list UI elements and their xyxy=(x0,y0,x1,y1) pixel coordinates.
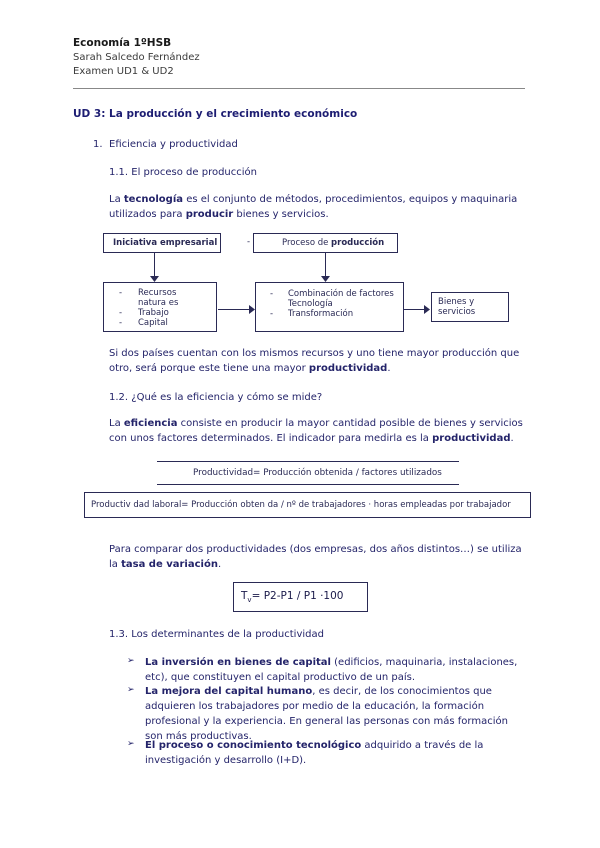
section-title: Eficiencia y productividad xyxy=(109,139,238,150)
process-item: Transformación xyxy=(288,309,354,319)
subsection-1-1-title: 1.1. El proceso de producción xyxy=(109,167,258,178)
subsection-1-2-title: 1.2. ¿Qué es la eficiencia y cómo se mide? xyxy=(109,392,323,403)
box-proceso: Proceso de producción xyxy=(253,233,398,253)
paragraph-tecnologia-line1: La tecnología es el conjunto de métodos, procedimientos, equipos y maquinaria xyxy=(109,194,518,205)
box-bienes xyxy=(431,292,509,322)
formula-tasa-variacion-box xyxy=(233,582,368,612)
bullet-humano-line3: profesional y la experiencia. En general las personas con más formación xyxy=(145,716,508,727)
arrow-right-2 xyxy=(404,309,426,310)
process-item: Tecnología xyxy=(288,299,333,309)
arrow-bullet-icon: ➢ xyxy=(127,739,135,749)
output-item: servicios xyxy=(438,307,476,317)
paragraph-eficiencia-line1: La eficiencia consiste en producir la mayor cantidad posible de bienes y servicios xyxy=(109,418,523,429)
section-number: 1. xyxy=(93,139,103,150)
unit-title: UD 3: La producción y el crecimiento económico xyxy=(73,108,358,120)
resource-item: Capital xyxy=(138,318,168,328)
box-iniciativa: Iniciativa empresarial xyxy=(103,233,221,253)
subsection-1-3-title: 1.3. Los determinantes de la productividad xyxy=(109,629,324,640)
header-divider xyxy=(73,88,525,89)
bullet-capital-line2: etc), que constituyen el capital productivo de un país. xyxy=(145,672,416,683)
bullet-capital-line1: La inversión en bienes de capital (edificios, maquinaria, instalaciones, xyxy=(145,657,518,668)
resource-item: Recursos xyxy=(138,288,177,298)
box-proceso-detalle: - Combinación de factores Tecnología - Transformación xyxy=(255,282,404,332)
paragraph-eficiencia-line2: con unos factores determinados. El indicador para medirla es la productividad. xyxy=(109,433,514,444)
resource-item: Trabajo xyxy=(138,308,169,318)
bullet-tecnologico-line1: El proceso o conocimiento tecnológico adquirido a través de la xyxy=(145,740,484,751)
formula-tasa-variacion: $T_v= P2-P1 / P1 \cdot 100$ xyxy=(241,590,344,605)
doc-author: Sarah Salcedo Fernández xyxy=(73,52,200,63)
arrow-right-1 xyxy=(218,309,251,310)
bullet-humano-line2: adquieren los trabajadores por medio de la educación, la formación xyxy=(145,701,485,712)
formula1-bottom-rule xyxy=(157,484,459,485)
paragraph-productividad-line2: otro, será porque este tiene una mayor productividad. xyxy=(109,363,391,374)
doc-subject: Economía 1ºHSB xyxy=(73,37,172,49)
paragraph-tecnologia-line2: utilizados para producir bienes y servicios. xyxy=(109,209,329,220)
output-item: Bienes y xyxy=(438,297,475,307)
resource-item: natura es xyxy=(138,298,179,308)
arrow-bullet-icon: ➢ xyxy=(127,685,135,695)
formula1-top-rule xyxy=(157,461,459,462)
paragraph-tasa-line1: Para comparar dos productividades (dos empresas, dos años distintos…) se utiliza xyxy=(109,544,522,555)
formula-productividad: Productividad= Producción obtenida / factores utilizados xyxy=(193,468,442,478)
formula-productividad-laboral-box xyxy=(84,492,531,518)
box-recursos: - Recursos natura es - Trabajo - Capital xyxy=(103,282,217,332)
formula-productividad-laboral: Productiv dad laboral= Producción obten da / nº de trabajadores · horas empleadas por trabajador xyxy=(91,500,511,510)
bullet-humano-line4: son más productivas. xyxy=(145,731,252,742)
doc-exam: Examen UD1 & UD2 xyxy=(73,66,174,77)
dash-separator: - xyxy=(247,237,251,247)
process-item: Combinación de factores xyxy=(288,289,394,299)
paragraph-tasa-line2: la tasa de variación. xyxy=(109,559,222,570)
arrowhead-right-2 xyxy=(424,305,430,314)
paragraph-productividad-line1: Si dos países cuentan con los mismos recursos y uno tiene mayor producción que xyxy=(109,348,520,359)
bullet-tecnologico-line2: investigación y desarrollo (I+D). xyxy=(145,755,307,766)
arrow-bullet-icon: ➢ xyxy=(127,656,135,666)
bullet-humano-line1: La mejora del capital humano, es decir, de los conocimientos que xyxy=(145,686,492,697)
